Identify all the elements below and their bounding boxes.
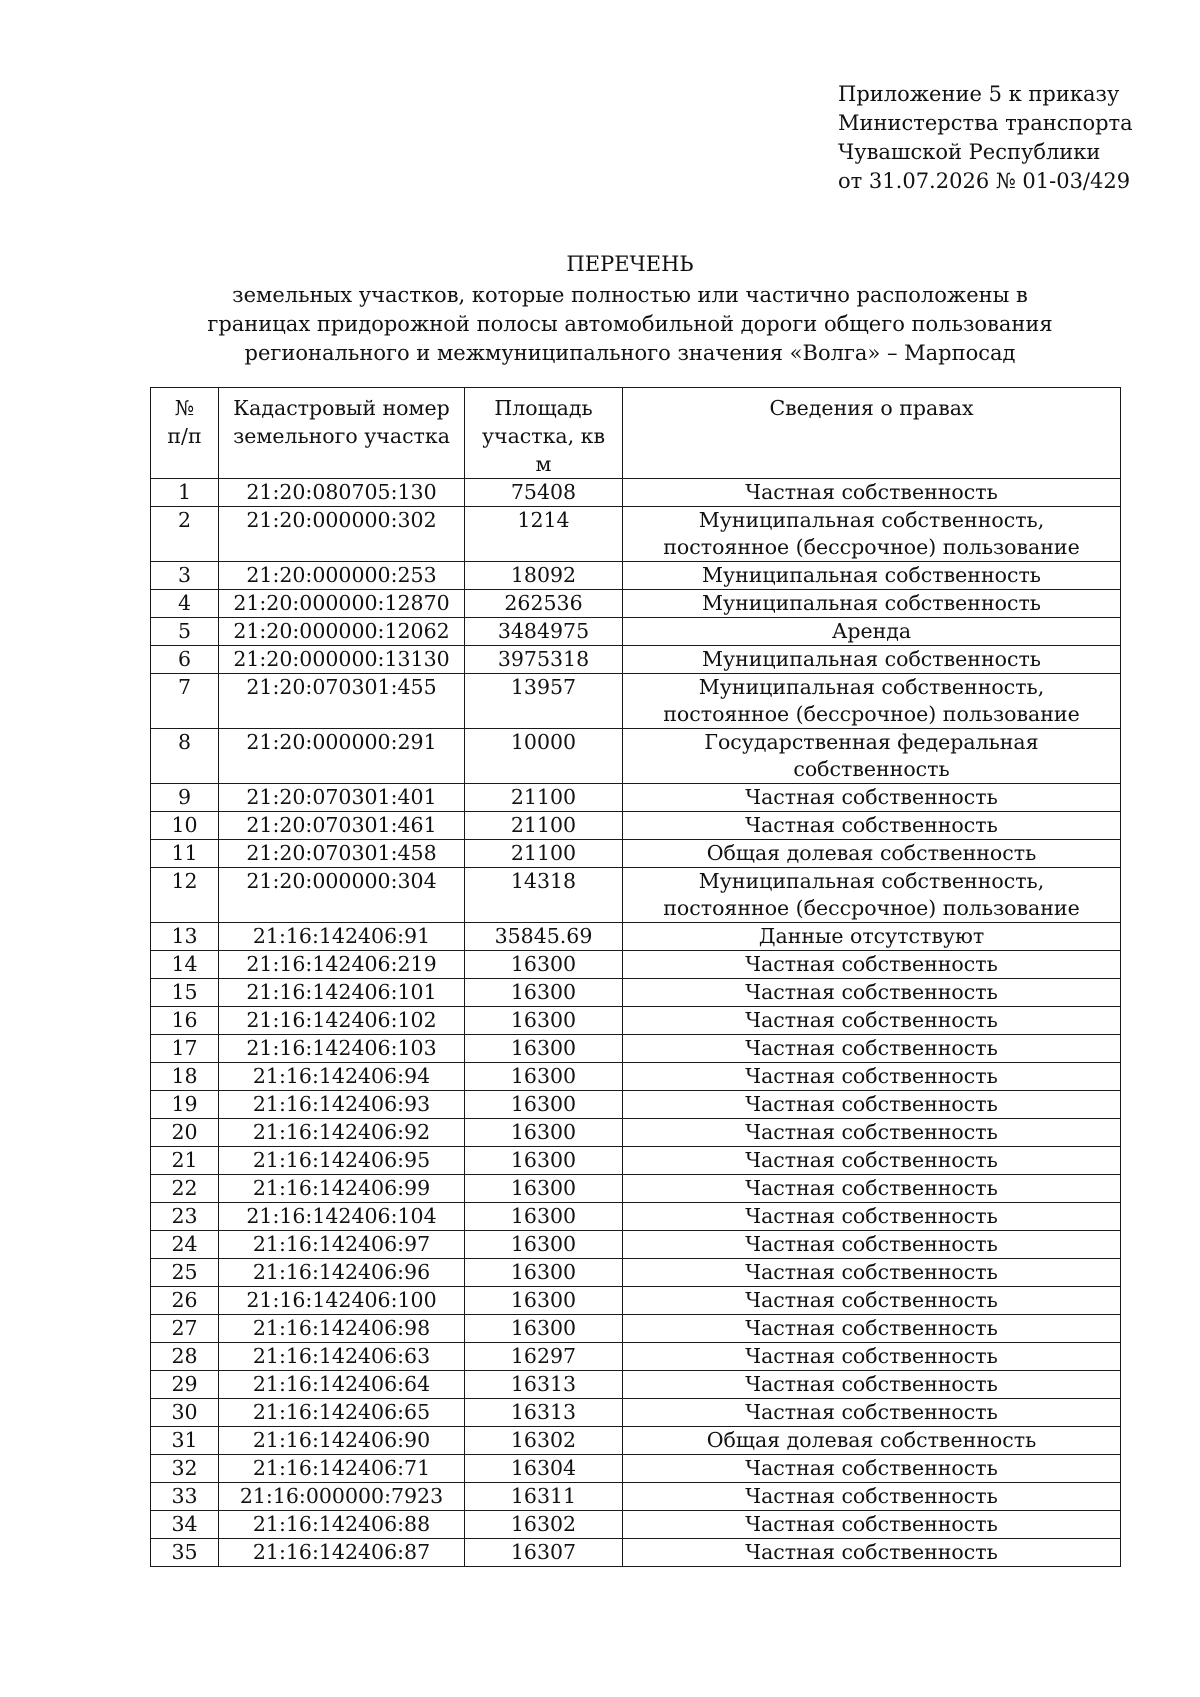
- cell-cadastral-number: 21:16:142406:98: [219, 1315, 465, 1343]
- rights-line: Данные отсутствуют: [758, 924, 985, 948]
- table-row: [151, 923, 1121, 951]
- cell-cadastral-number: 21:16:142406:92: [219, 1119, 465, 1147]
- cell-number: 31: [151, 1427, 219, 1455]
- cell-cadastral-number: 21:16:142406:219: [219, 951, 465, 979]
- cell-area: 16300: [465, 1063, 623, 1091]
- cell-number: 12: [151, 868, 219, 923]
- table-row: [151, 1315, 1121, 1343]
- rights-line: Частная собственность: [745, 813, 998, 837]
- table-row: [151, 618, 1121, 646]
- cell-number: 1: [151, 479, 219, 507]
- cell-number: 33: [151, 1483, 219, 1511]
- header-area: [465, 388, 623, 479]
- table-row: [151, 1007, 1121, 1035]
- cell-area: 16300: [465, 1147, 623, 1175]
- document-title: [150, 250, 1110, 368]
- cell-area: 16311: [465, 1483, 623, 1511]
- header-line: Площадь: [494, 396, 593, 420]
- cell-rights: [623, 812, 1121, 840]
- cell-cadastral-number: 21:20:070301:401: [219, 784, 465, 812]
- cell-rights: [623, 1175, 1121, 1203]
- header-line: №: [174, 396, 195, 420]
- cell-rights: [623, 590, 1121, 618]
- cell-number: 32: [151, 1455, 219, 1483]
- rights-line: Частная собственность: [745, 952, 998, 976]
- rights-line: Частная собственность: [745, 980, 998, 1004]
- cell-number: 25: [151, 1259, 219, 1287]
- cell-number: 16: [151, 1007, 219, 1035]
- cell-number: 21: [151, 1147, 219, 1175]
- rights-line: Частная собственность: [745, 1484, 998, 1508]
- cell-cadastral-number: 21:16:142406:99: [219, 1175, 465, 1203]
- table-body: [151, 479, 1121, 1567]
- table-row: [151, 729, 1121, 784]
- rights-line: Частная собственность: [745, 1456, 998, 1480]
- rights-line: Частная собственность: [745, 1036, 998, 1060]
- cell-rights: [623, 951, 1121, 979]
- cell-number: 34: [151, 1511, 219, 1539]
- rights-line: Частная собственность: [745, 1092, 998, 1116]
- cell-cadastral-number: 21:16:142406:93: [219, 1091, 465, 1119]
- cell-number: 23: [151, 1203, 219, 1231]
- cell-area: 16313: [465, 1399, 623, 1427]
- cell-area: 16313: [465, 1371, 623, 1399]
- rights-line: Общая долевая собственность: [706, 841, 1037, 865]
- cell-rights: [623, 1203, 1121, 1231]
- cell-number: 4: [151, 590, 219, 618]
- table-header-row: [151, 388, 1121, 479]
- cell-rights: [623, 1231, 1121, 1259]
- cell-area: 35845.69: [465, 923, 623, 951]
- cell-rights: [623, 784, 1121, 812]
- cell-number: 11: [151, 840, 219, 868]
- cell-number: 13: [151, 923, 219, 951]
- cell-number: 9: [151, 784, 219, 812]
- table-row: [151, 479, 1121, 507]
- cell-area: 16300: [465, 1119, 623, 1147]
- cell-cadastral-number: 21:16:142406:102: [219, 1007, 465, 1035]
- cell-rights: [623, 1315, 1121, 1343]
- table-row: [151, 1483, 1121, 1511]
- cell-cadastral-number: 21:16:142406:63: [219, 1343, 465, 1371]
- cell-number: 29: [151, 1371, 219, 1399]
- header-line: участка, кв: [481, 424, 606, 448]
- cell-cadastral-number: 21:16:142406:71: [219, 1455, 465, 1483]
- table-row: [151, 1259, 1121, 1287]
- cell-rights: [623, 618, 1121, 646]
- cell-rights: [623, 868, 1121, 923]
- cell-rights: [623, 1147, 1121, 1175]
- cell-cadastral-number: 21:16:142406:90: [219, 1427, 465, 1455]
- title-line: границах придорожной полосы автомобильной дороги общего пользования: [207, 312, 1053, 336]
- table-row: [151, 784, 1121, 812]
- cell-number: 22: [151, 1175, 219, 1203]
- rights-line: Частная собственность: [745, 1204, 998, 1228]
- cell-cadastral-number: 21:20:000000:291: [219, 729, 465, 784]
- rights-line: Частная собственность: [745, 1344, 998, 1368]
- cell-cadastral-number: 21:20:070301:461: [219, 812, 465, 840]
- title-heading: ПЕРЕЧЕНЬ: [566, 252, 694, 276]
- cell-number: 15: [151, 979, 219, 1007]
- header-line: п/п: [167, 424, 202, 448]
- rights-line: Частная собственность: [745, 1176, 998, 1200]
- land-plots-table: [150, 387, 1121, 1567]
- cell-cadastral-number: 21:16:142406:95: [219, 1147, 465, 1175]
- cell-area: 16300: [465, 1287, 623, 1315]
- rights-line: Частная собственность: [745, 1512, 998, 1536]
- table-row: [151, 1539, 1121, 1567]
- table-row: [151, 1343, 1121, 1371]
- cell-cadastral-number: 21:16:142406:100: [219, 1287, 465, 1315]
- cell-number: 28: [151, 1343, 219, 1371]
- table-row: [151, 1119, 1121, 1147]
- cell-rights: [623, 729, 1121, 784]
- table-row: [151, 868, 1121, 923]
- header-rights: [623, 388, 1121, 479]
- rights-line: Частная собственность: [745, 1120, 998, 1144]
- cell-rights: [623, 646, 1121, 674]
- cell-rights: [623, 1371, 1121, 1399]
- rights-line: Частная собственность: [745, 480, 998, 504]
- rights-line: Частная собственность: [745, 1232, 998, 1256]
- appendix-line: Министерства транспорта: [838, 111, 1133, 135]
- cell-cadastral-number: 21:20:000000:13130: [219, 646, 465, 674]
- cell-area: 16297: [465, 1343, 623, 1371]
- cell-number: 19: [151, 1091, 219, 1119]
- appendix-line: от 31.07.2026 № 01-03/429: [838, 169, 1131, 193]
- cell-area: 16300: [465, 1259, 623, 1287]
- cell-cadastral-number: 21:16:142406:88: [219, 1511, 465, 1539]
- cell-rights: [623, 479, 1121, 507]
- cell-rights: [623, 1399, 1121, 1427]
- cell-number: 26: [151, 1287, 219, 1315]
- header-line: Сведения о правах: [769, 396, 974, 420]
- rights-line: Государственная федеральная собственность: [704, 730, 1039, 781]
- table-row: [151, 1511, 1121, 1539]
- table-row: [151, 979, 1121, 1007]
- cell-rights: [623, 1511, 1121, 1539]
- cell-rights: [623, 1035, 1121, 1063]
- table-row: [151, 1455, 1121, 1483]
- cell-rights: [623, 507, 1121, 562]
- cell-number: 10: [151, 812, 219, 840]
- cell-area: 16300: [465, 1035, 623, 1063]
- cell-area: 21100: [465, 840, 623, 868]
- cell-number: 14: [151, 951, 219, 979]
- rights-line: Частная собственность: [745, 1148, 998, 1172]
- rights-line: Муниципальная собственность,: [698, 869, 1045, 893]
- cell-rights: [623, 1063, 1121, 1091]
- cell-area: 3975318: [465, 646, 623, 674]
- cell-number: 20: [151, 1119, 219, 1147]
- header-line: м: [535, 452, 552, 476]
- table-row: [151, 1231, 1121, 1259]
- rights-line: Аренда: [831, 619, 912, 643]
- cell-number: 8: [151, 729, 219, 784]
- appendix-block: [838, 80, 1133, 196]
- cell-rights: [623, 674, 1121, 729]
- cell-area: 262536: [465, 590, 623, 618]
- cell-area: 14318: [465, 868, 623, 923]
- cell-cadastral-number: 21:16:142406:101: [219, 979, 465, 1007]
- appendix-line: Приложение 5 к приказу: [838, 82, 1120, 106]
- cell-cadastral-number: 21:16:142406:103: [219, 1035, 465, 1063]
- rights-line: постоянное (бессрочное) пользование: [663, 702, 1080, 726]
- cell-number: 6: [151, 646, 219, 674]
- cell-rights: [623, 923, 1121, 951]
- cell-area: 13957: [465, 674, 623, 729]
- table-row: [151, 1287, 1121, 1315]
- table-row: [151, 1175, 1121, 1203]
- cell-cadastral-number: 21:16:142406:87: [219, 1539, 465, 1567]
- cell-rights: [623, 1259, 1121, 1287]
- table-row: [151, 646, 1121, 674]
- cell-number: 17: [151, 1035, 219, 1063]
- rights-line: Частная собственность: [745, 1260, 998, 1284]
- rights-line: постоянное (бессрочное) пользование: [663, 535, 1080, 559]
- cell-rights: [623, 979, 1121, 1007]
- cell-rights: [623, 1287, 1121, 1315]
- rights-line: Муниципальная собственность: [702, 563, 1041, 587]
- title-line: земельных участков, которые полностью или частично расположены в: [232, 283, 1028, 307]
- table-row: [151, 1371, 1121, 1399]
- cell-cadastral-number: 21:20:000000:302: [219, 507, 465, 562]
- header-num: [151, 388, 219, 479]
- cell-cadastral-number: 21:16:142406:96: [219, 1259, 465, 1287]
- cell-area: 1214: [465, 507, 623, 562]
- rights-line: Общая долевая собственность: [706, 1428, 1037, 1452]
- cell-rights: [623, 1343, 1121, 1371]
- table-row: [151, 951, 1121, 979]
- rights-line: Частная собственность: [745, 1316, 998, 1340]
- rights-line: Муниципальная собственность: [702, 647, 1041, 671]
- cell-rights: [623, 1119, 1121, 1147]
- cell-number: 18: [151, 1063, 219, 1091]
- table-row: [151, 590, 1121, 618]
- cell-area: 16300: [465, 1231, 623, 1259]
- cell-cadastral-number: 21:20:070301:458: [219, 840, 465, 868]
- title-line: регионального и межмуниципального значения «Волга» – Марпосад: [244, 341, 1016, 365]
- rights-line: Частная собственность: [745, 1008, 998, 1032]
- cell-area: 16302: [465, 1427, 623, 1455]
- table-row: [151, 812, 1121, 840]
- table-row: [151, 1035, 1121, 1063]
- rights-line: Муниципальная собственность: [702, 591, 1041, 615]
- cell-rights: [623, 1427, 1121, 1455]
- cell-area: 16300: [465, 1007, 623, 1035]
- rights-line: Частная собственность: [745, 1288, 998, 1312]
- cell-number: 27: [151, 1315, 219, 1343]
- cell-number: 2: [151, 507, 219, 562]
- table-row: [151, 562, 1121, 590]
- rights-line: Частная собственность: [745, 1400, 998, 1424]
- rights-line: Частная собственность: [745, 1372, 998, 1396]
- table-row: [151, 1399, 1121, 1427]
- cell-area: 16300: [465, 1203, 623, 1231]
- cell-rights: [623, 840, 1121, 868]
- cell-cadastral-number: 21:20:000000:304: [219, 868, 465, 923]
- table-row: [151, 1427, 1121, 1455]
- cell-number: 30: [151, 1399, 219, 1427]
- cell-cadastral-number: 21:20:070301:455: [219, 674, 465, 729]
- cell-cadastral-number: 21:20:000000:12870: [219, 590, 465, 618]
- cell-area: 21100: [465, 812, 623, 840]
- cell-area: 10000: [465, 729, 623, 784]
- cell-cadastral-number: 21:16:142406:65: [219, 1399, 465, 1427]
- cell-rights: [623, 1007, 1121, 1035]
- rights-line: Муниципальная собственность,: [698, 675, 1045, 699]
- cell-area: 21100: [465, 784, 623, 812]
- table-row: [151, 1147, 1121, 1175]
- table-row: [151, 840, 1121, 868]
- cell-number: 5: [151, 618, 219, 646]
- cell-area: 16302: [465, 1511, 623, 1539]
- rights-line: Муниципальная собственность,: [698, 508, 1045, 532]
- table-row: [151, 1063, 1121, 1091]
- cell-area: 16307: [465, 1539, 623, 1567]
- cell-cadastral-number: 21:16:142406:64: [219, 1371, 465, 1399]
- header-line: Кадастровый номер: [233, 396, 450, 420]
- table-header: [151, 388, 1121, 479]
- table-row: [151, 1203, 1121, 1231]
- rights-line: Частная собственность: [745, 785, 998, 809]
- cell-cadastral-number: 21:16:000000:7923: [219, 1483, 465, 1511]
- cell-area: 16300: [465, 979, 623, 1007]
- cell-area: 16304: [465, 1455, 623, 1483]
- cell-cadastral-number: 21:20:000000:253: [219, 562, 465, 590]
- cell-area: 18092: [465, 562, 623, 590]
- cell-number: 3: [151, 562, 219, 590]
- cell-area: 16300: [465, 1315, 623, 1343]
- rights-line: Частная собственность: [745, 1540, 998, 1564]
- table-row: [151, 674, 1121, 729]
- cell-cadastral-number: 21:16:142406:104: [219, 1203, 465, 1231]
- cell-rights: [623, 1483, 1121, 1511]
- cell-rights: [623, 1091, 1121, 1119]
- cell-rights: [623, 1455, 1121, 1483]
- cell-area: 75408: [465, 479, 623, 507]
- cell-rights: [623, 1539, 1121, 1567]
- appendix-line: Чувашской Республики: [838, 140, 1101, 164]
- cell-cadastral-number: 21:20:000000:12062: [219, 618, 465, 646]
- cell-cadastral-number: 21:20:080705:130: [219, 479, 465, 507]
- cell-number: 35: [151, 1539, 219, 1567]
- header-line: земельного участка: [233, 424, 450, 448]
- cell-cadastral-number: 21:16:142406:94: [219, 1063, 465, 1091]
- cell-cadastral-number: 21:16:142406:91: [219, 923, 465, 951]
- cell-number: 24: [151, 1231, 219, 1259]
- rights-line: Частная собственность: [745, 1064, 998, 1088]
- rights-line: постоянное (бессрочное) пользование: [663, 896, 1080, 920]
- cell-area: 3484975: [465, 618, 623, 646]
- table-row: [151, 507, 1121, 562]
- cell-rights: [623, 562, 1121, 590]
- cell-cadastral-number: 21:16:142406:97: [219, 1231, 465, 1259]
- cell-number: 7: [151, 674, 219, 729]
- table-row: [151, 1091, 1121, 1119]
- cell-area: 16300: [465, 1175, 623, 1203]
- cell-area: 16300: [465, 1091, 623, 1119]
- cell-area: 16300: [465, 951, 623, 979]
- header-cadastral-number: [219, 388, 465, 479]
